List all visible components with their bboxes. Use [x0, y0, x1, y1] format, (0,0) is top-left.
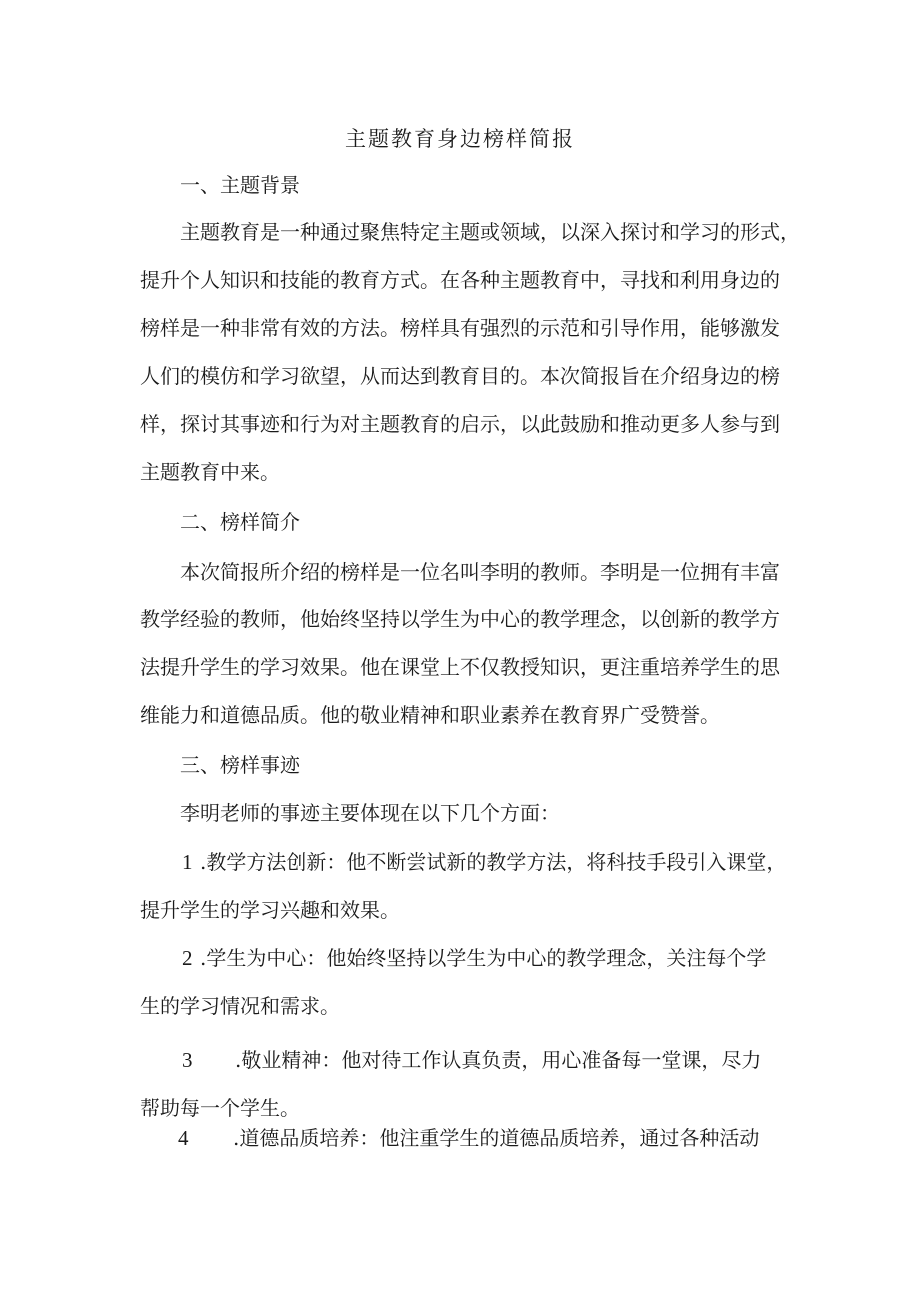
- paragraph-line: 主题教育是一种通过聚焦特定主题或领域，以深入探讨和学习的形式，: [180, 220, 800, 244]
- document-title: 主题教育身边榜样简报: [345, 127, 575, 151]
- list-item-text: .道德品质培养：他注重学生的道德品质培养，通过各种活动: [233, 1126, 760, 1150]
- list-item-number: 2: [182, 946, 193, 970]
- paragraph-line: 样，探讨其事迹和行为对主题教育的启示，以此鼓励和推动更多人参与到: [140, 412, 780, 436]
- list-item-number: 1: [182, 850, 193, 874]
- paragraph-line: 李明老师的事迹主要体现在以下几个方面：: [180, 801, 560, 825]
- list-item-text: 提升学生的学习兴趣和效果。: [140, 898, 400, 922]
- paragraph-line: 法提升学生的学习效果。他在课堂上不仅教授知识，更注重培养学生的思: [140, 655, 780, 679]
- list-item-number: 3: [182, 1048, 193, 1072]
- list-item-text: .敬业精神：他对待工作认真负责，用心准备每一堂课，尽力: [235, 1048, 762, 1072]
- paragraph-line: 提升个人知识和技能的教育方式。在各种主题教育中，寻找和利用身边的: [140, 268, 780, 292]
- section-heading-background: 一、主题背景: [180, 173, 300, 197]
- list-item-text: .学生为中心：他始终坚持以学生为中心的教学理念，关注每个学: [200, 946, 767, 970]
- section-heading-deeds: 三、榜样事迹: [180, 753, 300, 777]
- paragraph-line: 本次简报所介绍的榜样是一位名叫李明的教师。李明是一位拥有丰富: [180, 560, 780, 584]
- paragraph-line: 维能力和道德品质。他的敬业精神和职业素养在教育界广受赞誉。: [140, 703, 720, 727]
- paragraph-line: 榜样是一种非常有效的方法。榜样具有强烈的示范和引导作用，能够激发: [140, 316, 780, 340]
- list-item-text: .教学方法创新：他不断尝试新的教学方法，将科技手段引入课堂，: [200, 850, 787, 874]
- section-heading-profile: 二、榜样简介: [180, 510, 300, 534]
- list-item-text: 生的学习情况和需求。: [140, 994, 340, 1018]
- paragraph-line: 人们的模仿和学习欲望，从而达到教育目的。本次简报旨在介绍身边的榜: [140, 364, 780, 388]
- paragraph-line: 教学经验的教师，他始终坚持以学生为中心的教学理念，以创新的教学方: [140, 607, 780, 631]
- paragraph-line: 主题教育中来。: [140, 460, 280, 484]
- list-item-number: 4: [178, 1126, 189, 1150]
- list-item-text: 帮助每一个学生。: [140, 1096, 300, 1120]
